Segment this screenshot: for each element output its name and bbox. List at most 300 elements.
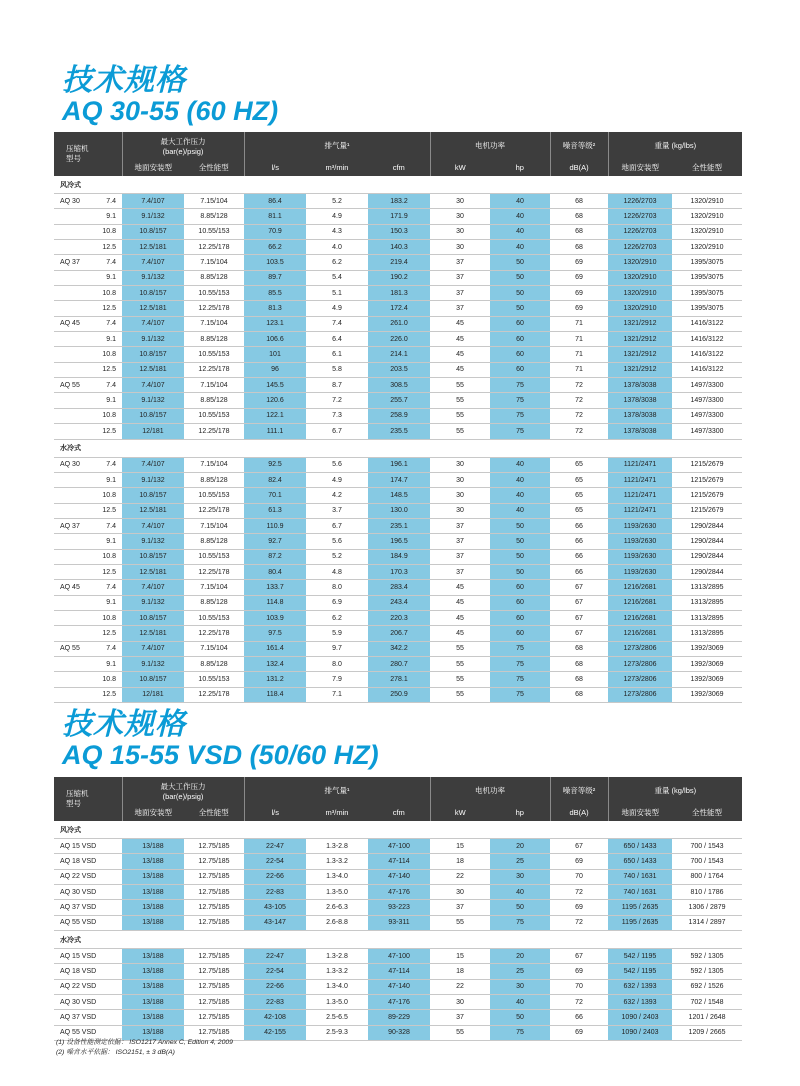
category-row [54,176,742,194]
table-cell: 1290/2844 [672,564,742,579]
table-cell: 75 [490,1025,550,1040]
table-row [54,672,742,687]
table-cell: 10.8/157 [122,488,184,503]
table-body-vsd [54,821,742,1041]
table-cell: 1.3-4.0 [306,979,368,994]
table-cell: 68 [550,194,608,209]
table-cell: 7.15/104 [184,518,244,533]
table-cell: 66 [550,1010,608,1025]
table-cell: 1320/2910 [608,286,672,301]
table-cell: 37 [430,518,490,533]
table-cell: 75 [490,656,550,671]
table-cell: 69 [550,900,608,915]
table-cell: 50 [490,286,550,301]
table-cell: 97.5 [244,626,306,641]
table-cell: 2.6-6.3 [306,900,368,915]
table-cell: 5.6 [306,534,368,549]
category-label: 风冷式 [54,176,742,194]
table-cell: 9.1 [98,656,122,671]
table-cell: 161.4 [244,641,306,656]
table-cell: 67 [550,949,608,964]
table-cell: 226.0 [368,332,430,347]
table-cell: 12.75/185 [184,949,244,964]
subheader: cfm [368,804,430,821]
table-cell: AQ 37 VSD [54,900,122,915]
table-cell: 30 [430,488,490,503]
header-pressure: 最大工作压力 (bar(e)/psig) [122,132,244,159]
table-row [54,503,742,518]
table-cell [54,393,98,408]
table-cell: 69 [550,270,608,285]
table-cell: AQ 22 VSD [54,979,122,994]
table-cell: 1497/3300 [672,378,742,393]
table-cell: 10.8 [98,549,122,564]
table-cell: 7.4 [98,194,122,209]
table-cell: 90-328 [368,1025,430,1040]
table-cell: 1193/2630 [608,534,672,549]
table-cell: 131.2 [244,672,306,687]
table-cell [54,626,98,641]
table-cell: 60 [490,316,550,331]
table-cell: 130.0 [368,503,430,518]
table-cell: 12.75/185 [184,854,244,869]
table-cell: 37 [430,301,490,316]
table-cell: 45 [430,626,490,641]
table-row [54,626,742,641]
table-row [54,1010,742,1025]
table-cell: 6.9 [306,595,368,610]
subheader: dB(A) [550,804,608,821]
table-cell: 40 [490,209,550,224]
table-cell: 280.7 [368,656,430,671]
table-row [54,457,742,472]
table-cell: 10.55/153 [184,610,244,625]
table-cell: 72 [550,378,608,393]
table-cell: 47-176 [368,995,430,1010]
table-cell: 7.9 [306,672,368,687]
table-cell: 2.6-8.8 [306,915,368,930]
table-cell: 65 [550,503,608,518]
table-cell: 1497/3300 [672,408,742,423]
table-cell: 12.75/185 [184,995,244,1010]
table-cell: 12.75/185 [184,839,244,854]
table-cell: 1395/3075 [672,270,742,285]
category-label: 水冷式 [54,439,742,457]
table-cell: 47-176 [368,885,430,900]
table-cell: 632 / 1393 [608,979,672,994]
table-cell: 10.55/153 [184,488,244,503]
table-row [54,964,742,979]
table-cell: 1378/3038 [608,393,672,408]
table-cell: 30 [430,995,490,1010]
table-cell: 5.4 [306,270,368,285]
table-cell: 13/188 [122,964,184,979]
table-cell: 650 / 1433 [608,854,672,869]
table-cell: 30 [430,194,490,209]
table-cell: 1273/2806 [608,641,672,656]
table-cell: 145.5 [244,378,306,393]
table-cell: 81.3 [244,301,306,316]
table-cell: 30 [430,457,490,472]
table-cell [54,656,98,671]
table-cell: 71 [550,316,608,331]
table-cell: 13/188 [122,885,184,900]
table-cell: AQ 37 [54,255,98,270]
category-row [54,931,742,949]
table-cell: 25 [490,854,550,869]
table-cell: 1392/3069 [672,672,742,687]
table-cell [54,286,98,301]
table-cell: 9.1 [98,595,122,610]
table-cell: 13/188 [122,839,184,854]
table-cell: 55 [430,408,490,423]
table-cell: 47-100 [368,839,430,854]
table-cell: 9.1 [98,332,122,347]
table-cell: 10.8/157 [122,672,184,687]
table-cell: 1321/2912 [608,316,672,331]
table-cell: 68 [550,672,608,687]
table-cell: 69 [550,301,608,316]
table-cell: AQ 18 VSD [54,964,122,979]
table-cell: 1392/3069 [672,687,742,702]
table-cell: 12.25/178 [184,626,244,641]
table-cell: 1.3-2.8 [306,839,368,854]
table-cell: 103.9 [244,610,306,625]
table-cell: 37 [430,549,490,564]
table-cell: 103.5 [244,255,306,270]
table-cell: 740 / 1631 [608,869,672,884]
table-cell: 50 [490,549,550,564]
table-cell: AQ 55 VSD [54,915,122,930]
table-cell: 10.55/153 [184,549,244,564]
table-cell: 12.5 [98,564,122,579]
table-cell: 66 [550,564,608,579]
table-cell: AQ 45 [54,316,98,331]
table-cell: 30 [430,209,490,224]
header-noise: 噪音等级² [550,777,608,804]
table-cell: 12.5/181 [122,362,184,377]
table-cell: 1378/3038 [608,378,672,393]
table-cell: 85.5 [244,286,306,301]
table-cell: 47-140 [368,979,430,994]
table-cell: 7.2 [306,393,368,408]
table-cell: 7.15/104 [184,316,244,331]
table-cell: AQ 37 [54,518,98,533]
table-cell: 55 [430,687,490,702]
table-cell: 75 [490,408,550,423]
table-cell: 1320/2910 [672,194,742,209]
table-row [54,610,742,625]
table-row [54,854,742,869]
table-cell: 60 [490,347,550,362]
table-cell: 9.1 [98,209,122,224]
table-cell: 114.8 [244,595,306,610]
table-cell: AQ 30 [54,457,98,472]
table-cell: 37 [430,255,490,270]
table-cell: 75 [490,641,550,656]
table-cell: 42-155 [244,1025,306,1040]
table-cell: 96 [244,362,306,377]
table-cell: 1416/3122 [672,332,742,347]
table-cell: 10.55/153 [184,347,244,362]
subheader: 全性能型 [184,804,244,821]
table-cell: 92.5 [244,457,306,472]
section1-title-cn: 技术规格 [62,64,186,97]
spec-table-vsd [54,777,742,1041]
footnote-1: (1) 设备性能测定依据： ISO1217 Annex C, Edition 4, 2009 [56,1039,233,1046]
table-cell: 1215/2679 [672,457,742,472]
table-cell: 1.3-2.8 [306,949,368,964]
table-row [54,424,742,439]
table-cell: 45 [430,332,490,347]
table-cell: 1392/3069 [672,656,742,671]
table-cell: 542 / 1195 [608,949,672,964]
table-cell: 1306 / 2879 [672,900,742,915]
table-cell: 1216/2681 [608,595,672,610]
table-cell: 4.9 [306,472,368,487]
table-cell: 55 [430,393,490,408]
table-cell: 1290/2844 [672,549,742,564]
table-cell: 12.5/181 [122,240,184,255]
table-cell: 1226/2703 [608,224,672,239]
table-cell: 6.7 [306,424,368,439]
subheader: m³/min [306,804,368,821]
table-cell: 10.55/153 [184,286,244,301]
section2-title-en: AQ 15-55 VSD (50/60 HZ) [62,740,379,770]
table-cell: 1195 / 2635 [608,900,672,915]
table-cell: 13/188 [122,854,184,869]
table-cell: 203.5 [368,362,430,377]
table-row [54,979,742,994]
table-cell: 68 [550,641,608,656]
table-cell [54,488,98,503]
table-cell: 12.5 [98,240,122,255]
table-cell: 40 [490,194,550,209]
table-cell: 7.4 [98,580,122,595]
table-row [54,240,742,255]
table-cell: 1193/2630 [608,549,672,564]
table-row [54,332,742,347]
table-cell: AQ 30 VSD [54,885,122,900]
table-cell: 1273/2806 [608,672,672,687]
table-cell: AQ 15 VSD [54,839,122,854]
table-cell: 132.4 [244,656,306,671]
table-cell: 12.5 [98,362,122,377]
table-cell: 75 [490,915,550,930]
table-cell: 5.2 [306,194,368,209]
table-cell: 50 [490,270,550,285]
table-cell: 55 [430,656,490,671]
table-cell: 1216/2681 [608,580,672,595]
table-row [54,209,742,224]
table-row [54,949,742,964]
table-cell: 6.4 [306,332,368,347]
table-row [54,301,742,316]
table-cell: 47-140 [368,869,430,884]
table-cell: 4.9 [306,209,368,224]
table-row [54,224,742,239]
table-cell: 171.9 [368,209,430,224]
table-row [54,518,742,533]
table-cell: 10.8/157 [122,347,184,362]
table-cell: 45 [430,580,490,595]
header-model: 压缩机 型号 [54,132,122,176]
table-cell: 120.6 [244,393,306,408]
table-cell: AQ 30 VSD [54,995,122,1010]
table-row [54,549,742,564]
table-cell: 740 / 1631 [608,885,672,900]
table-cell: 172.4 [368,301,430,316]
table-cell: 5.2 [306,549,368,564]
header-weight: 重量 (kg/lbs) [608,132,742,159]
table-cell: 40 [490,240,550,255]
table-row [54,595,742,610]
table-cell: 7.4 [98,641,122,656]
table-cell [54,564,98,579]
table-cell: 30 [430,472,490,487]
table-cell: 12.25/178 [184,240,244,255]
table-cell [54,347,98,362]
table-row [54,194,742,209]
header-model: 压缩机 型号 [54,777,122,821]
table-cell: 12.5 [98,626,122,641]
subheader: 地面安装型 [608,804,672,821]
table-cell: 1215/2679 [672,472,742,487]
table-row [54,915,742,930]
table-cell: 55 [430,641,490,656]
table-cell: 22 [430,869,490,884]
table-cell: 1320/2910 [672,224,742,239]
table-cell: 140.3 [368,240,430,255]
table-cell: 72 [550,393,608,408]
table-cell: 12.75/185 [184,979,244,994]
table-cell: AQ 18 VSD [54,854,122,869]
table-cell: 12.5 [98,687,122,702]
table-cell: 174.7 [368,472,430,487]
table-cell [54,472,98,487]
table-cell: 1193/2630 [608,518,672,533]
table-cell: 10.8/157 [122,224,184,239]
table-cell: 12.5/181 [122,564,184,579]
table-cell: 702 / 1548 [672,995,742,1010]
table-cell: 67 [550,626,608,641]
table-cell: 9.1/132 [122,393,184,408]
table-cell: 22-83 [244,995,306,1010]
table-cell: 133.7 [244,580,306,595]
header-weight: 重量 (kg/lbs) [608,777,742,804]
subheader: l/s [244,804,306,821]
table-cell: 65 [550,488,608,503]
table-cell: 10.8 [98,672,122,687]
table-cell: 40 [490,472,550,487]
table-row [54,995,742,1010]
table-cell: 69 [550,964,608,979]
table-cell: 66 [550,518,608,533]
table-cell [54,672,98,687]
table-cell: AQ 37 VSD [54,1010,122,1025]
table-cell: 650 / 1433 [608,839,672,854]
table-cell: 67 [550,610,608,625]
table-cell: 12.75/185 [184,1025,244,1040]
subheader: kW [430,159,490,176]
table-cell: 4.0 [306,240,368,255]
table-cell: 10.8 [98,408,122,423]
table-cell: 30 [430,885,490,900]
table-cell: 75 [490,378,550,393]
table-cell: 50 [490,518,550,533]
table-cell: 45 [430,347,490,362]
subheader: dB(A) [550,159,608,176]
table-cell [54,595,98,610]
table-cell: 42-108 [244,1010,306,1025]
table-cell: 30 [430,240,490,255]
table-cell: 1392/3069 [672,641,742,656]
table-cell: 12.75/185 [184,885,244,900]
table-cell: 700 / 1543 [672,854,742,869]
table-cell: 7.4 [98,255,122,270]
table-cell: 40 [490,224,550,239]
header-power: 电机功率 [430,132,550,159]
table-cell: 60 [490,610,550,625]
table-cell [54,408,98,423]
table-cell: 60 [490,362,550,377]
table-cell: 235.1 [368,518,430,533]
table-row [54,839,742,854]
table-cell [54,362,98,377]
table-row [54,534,742,549]
spec-table-60hz [54,132,742,703]
table-cell: 55 [430,915,490,930]
table-cell: 7.4/107 [122,316,184,331]
subheader: l/s [244,159,306,176]
table-cell: 10.8 [98,224,122,239]
table-cell: 3.7 [306,503,368,518]
table-cell: 1497/3300 [672,393,742,408]
table-cell: 12.75/185 [184,900,244,915]
table-cell: 22 [430,979,490,994]
table-cell: 93-223 [368,900,430,915]
table-cell: 10.8 [98,488,122,503]
table-cell: 72 [550,408,608,423]
table-cell [54,534,98,549]
table-cell: 10.8/157 [122,408,184,423]
table-cell: 196.5 [368,534,430,549]
table-cell: 68 [550,687,608,702]
table-cell: 1201 / 2648 [672,1010,742,1025]
table-cell: 70 [550,979,608,994]
table-cell: 89-229 [368,1010,430,1025]
table-cell: 235.5 [368,424,430,439]
table-cell: 255.7 [368,393,430,408]
table-row [54,488,742,503]
table-cell: 86.4 [244,194,306,209]
table-cell: 810 / 1786 [672,885,742,900]
table-cell: 7.15/104 [184,641,244,656]
table-cell: 8.85/128 [184,393,244,408]
table-cell [54,301,98,316]
table-cell: 1314 / 2897 [672,915,742,930]
table-cell: 7.15/104 [184,378,244,393]
table-cell: 12.25/178 [184,687,244,702]
table-cell: 12.5 [98,503,122,518]
table-cell: 50 [490,900,550,915]
table-cell [54,424,98,439]
table-cell: 7.4 [98,316,122,331]
subheader: hp [490,804,550,821]
table-row [54,687,742,702]
table-cell: 12.5/181 [122,503,184,518]
table-cell: 1313/2895 [672,626,742,641]
